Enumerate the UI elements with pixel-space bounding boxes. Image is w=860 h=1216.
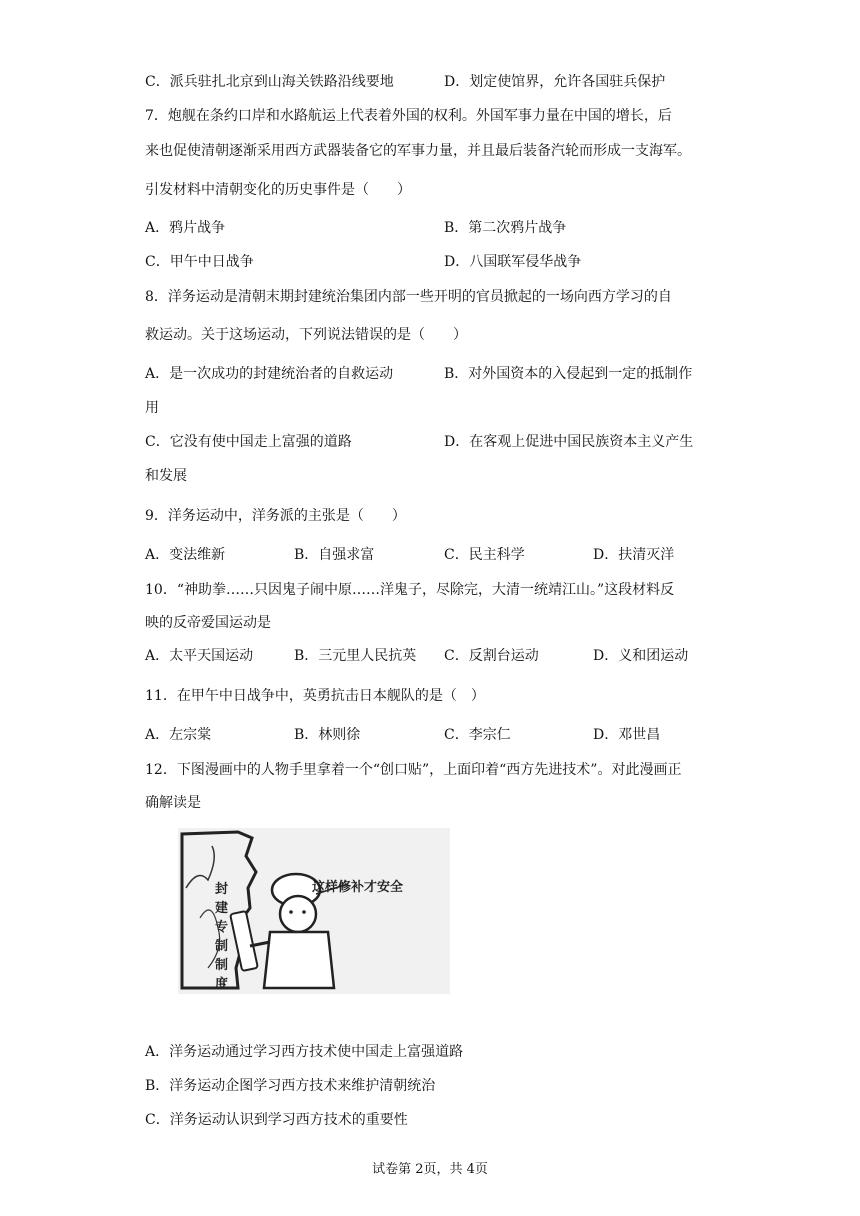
q9-option-d: D．扶清灭洋: [593, 547, 675, 563]
vertical-char: 制: [215, 939, 229, 954]
figure-eye-right: [302, 910, 306, 914]
q10-stem-line2: 映的反帝爱国运动是: [145, 615, 271, 631]
q9-option-a: A．变法维新: [145, 547, 226, 563]
q6-option-c: C．派兵驻扎北京到山海关铁路沿线要地: [145, 74, 394, 90]
cartoon-vertical-text: [215, 880, 233, 994]
q8-option-a: A．是一次成功的封建统治者的自救运动: [145, 366, 394, 382]
q11-stem: 11．在甲午中日战争中，英勇抗击日本舰队的是（ ）: [145, 688, 485, 704]
q7-option-c: C．甲午中日战争: [145, 254, 254, 270]
q8-option-c: C．它没有使中国走上富强的道路: [145, 434, 352, 450]
q8-option-b-cont: 用: [145, 400, 159, 416]
q12-stem-line1: 12．下图漫画中的人物手里拿着一个“创口贴”，上面印着“西方先进技术”。对此漫画正: [145, 762, 682, 778]
q10-option-a: A．太平天国运动: [145, 648, 254, 664]
q7-stem-line3: 引发材料中清朝变化的历史事件是（ ）: [145, 182, 411, 198]
q8-stem-line2: 救运动。关于这场运动，下列说法错误的是（ ）: [145, 327, 467, 343]
q10-option-c: C．反割台运动: [444, 648, 539, 664]
q8-option-b: B．对外国资本的入侵起到一定的抵制作: [444, 366, 693, 382]
q7-stem-line1: 7．炮舰在条约口岸和水路航运上代表着外国的权利。外国军事力量在中国的增长，后: [145, 108, 672, 124]
vertical-char: 专: [215, 920, 229, 935]
q8-option-d: D．在客观上促进中国民族资本主义产生: [444, 434, 694, 450]
cartoon-caption: 这样修补才安全: [312, 880, 404, 895]
q11-option-d: D．邓世昌: [593, 727, 661, 743]
q9-option-c: C．民主科学: [444, 547, 525, 563]
vertical-char: 封: [215, 882, 229, 897]
q9-option-b: B．自强求富: [294, 547, 375, 563]
vertical-char: 建: [215, 901, 229, 916]
figure-body: [264, 932, 334, 988]
q12-option-a: A．洋务运动通过学习西方技术使中国走上富强道路: [145, 1044, 464, 1060]
map-border-line: [186, 846, 214, 888]
q8-option-d-cont: 和发展: [145, 468, 187, 484]
q11-option-b: B．林则徐: [294, 727, 361, 743]
q9-stem: 9．洋务运动中，洋务派的主张是（ ）: [145, 508, 406, 524]
q10-option-b: B．三元里人民抗英: [294, 648, 417, 664]
q6-option-d: D．划定使馆界，允许各国驻兵保护: [444, 74, 666, 90]
q11-option-c: C．李宗仁: [444, 727, 511, 743]
q10-option-d: D．义和团运动: [593, 648, 689, 664]
q12-option-c: C．洋务运动认识到学习西方技术的重要性: [145, 1112, 408, 1128]
q8-stem-line1: 8．洋务运动是清朝末期封建统治集团内部一些开明的官员掀起的一场向西方学习的自: [145, 289, 672, 305]
q12-stem-line2: 确解读是: [145, 795, 201, 811]
q11-option-a: A．左宗棠: [145, 727, 212, 743]
q12-option-b: B．洋务运动企图学习西方技术来维护清朝统治: [145, 1078, 436, 1094]
q7-option-d: D．八国联军侵华战争: [444, 254, 582, 270]
q7-option-a: A．鸦片战争: [145, 220, 226, 236]
q7-option-b: B．第二次鸦片战争: [444, 220, 567, 236]
page-footer: 试卷第 2页，共 4页: [372, 1162, 488, 1177]
q7-stem-line2: 来也促使清朝逐渐采用西方武器装备它的军事力量，并且最后装备汽轮而形成一支海军。: [145, 143, 691, 159]
q10-stem-line1: 10．“神助拳……只因鬼子闹中原……洋鬼子，尽除完，大清一统靖江山。”这段材料反: [145, 582, 675, 598]
vertical-char: 度: [215, 977, 229, 992]
figure-head: [280, 896, 316, 932]
vertical-char: 制: [215, 958, 229, 973]
figure-eye-left: [289, 910, 293, 914]
bandage-icon: [230, 911, 258, 971]
